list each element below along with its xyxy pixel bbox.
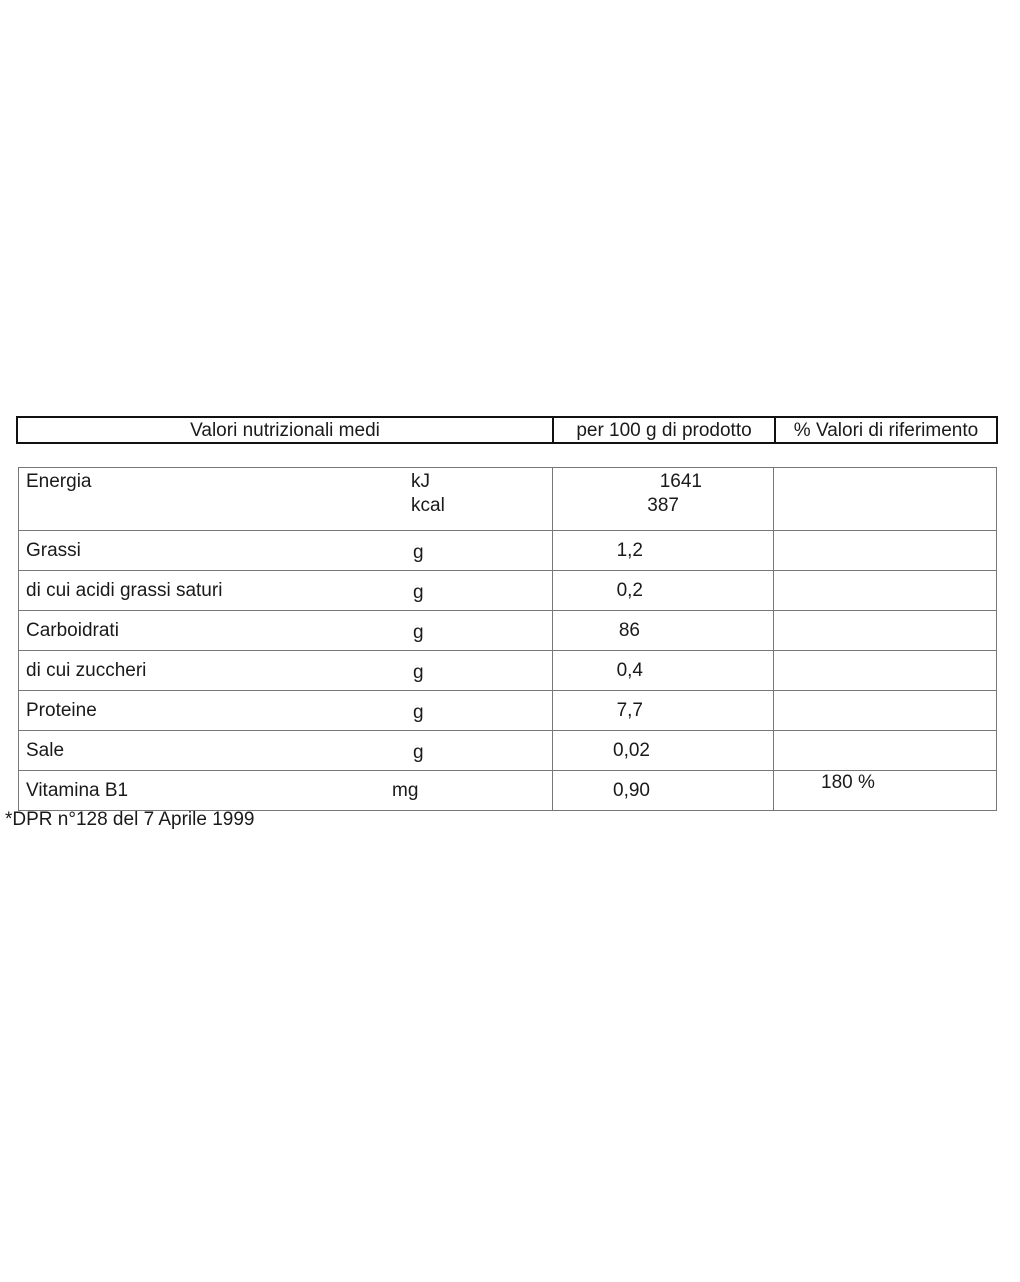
header-per-100g: per 100 g di prodotto: [554, 418, 776, 442]
nutrient-unit: kJ: [411, 471, 430, 492]
reference-cell: [774, 531, 996, 570]
value-cell: [553, 731, 774, 770]
nutrient-value: 1,2: [616, 540, 643, 561]
nutrient-name: Vitamina B1: [26, 780, 129, 801]
nutrient-unit: g: [413, 662, 424, 683]
value-cell: [553, 611, 774, 650]
table-row-carboidrati: [19, 610, 996, 650]
table-row-grassi: [19, 530, 996, 570]
nutrient-cell: [19, 731, 553, 770]
reference-cell: [774, 571, 996, 610]
nutrient-cell: [19, 468, 553, 530]
reference-cell: [774, 771, 996, 810]
table-row-zuccheri: [19, 650, 996, 690]
nutrient-cell: [19, 611, 553, 650]
nutrient-value: 0,4: [616, 660, 643, 681]
nutrient-cell: [19, 531, 553, 570]
nutrient-name: di cui zuccheri: [26, 660, 147, 681]
table-row-sale: [19, 730, 996, 770]
nutrient-name: Energia: [26, 471, 92, 492]
table-row-vitamina-b1: [19, 770, 996, 810]
nutrient-unit: g: [413, 622, 424, 643]
nutrient-cell: [19, 651, 553, 690]
table-row-energia: [19, 468, 996, 530]
nutrient-unit-secondary: kcal: [411, 495, 445, 516]
nutrient-name: Sale: [26, 740, 65, 761]
table-row-acidi-grassi-saturi: [19, 570, 996, 610]
nutrient-unit: g: [413, 582, 424, 603]
reference-value: 180 %: [821, 772, 875, 793]
nutrient-cell: [19, 691, 553, 730]
nutrient-name: Proteine: [26, 700, 97, 721]
nutrient-value: 0,2: [616, 580, 643, 601]
nutrient-name: Grassi: [26, 540, 81, 561]
header-reference-values: % Valori di riferimento: [793, 419, 979, 441]
nutrient-unit: mg: [392, 780, 419, 801]
reference-cell: [774, 468, 996, 530]
nutrient-value-secondary: 387: [647, 495, 679, 516]
nutrient-value: 86: [618, 620, 640, 641]
nutrient-unit: g: [413, 702, 424, 723]
value-cell: [553, 771, 774, 810]
value-cell: [553, 691, 774, 730]
value-cell: [553, 571, 774, 610]
header-nutritional-values: Valori nutrizionali medi: [18, 418, 554, 442]
reference-cell: [774, 731, 996, 770]
nutrient-unit: g: [413, 542, 424, 563]
nutrient-cell: [19, 571, 553, 610]
nutrition-header: [16, 416, 998, 444]
nutrient-value: 7,7: [616, 700, 643, 721]
reference-cell: [774, 691, 996, 730]
table-row-proteine: [19, 690, 996, 730]
nutrient-unit: g: [413, 742, 424, 763]
footnote: *DPR n°128 del 7 Aprile 1999: [5, 809, 255, 830]
value-cell: [553, 531, 774, 570]
nutrient-value: 0,90: [613, 780, 650, 801]
reference-cell: [774, 611, 996, 650]
reference-cell: [774, 651, 996, 690]
nutrient-value: 1641: [659, 471, 702, 492]
nutrient-name: di cui acidi grassi saturi: [26, 580, 223, 601]
nutrition-table: [18, 467, 997, 811]
nutrient-value: 0,02: [613, 740, 650, 761]
value-cell: [553, 651, 774, 690]
nutrient-cell: [19, 771, 553, 810]
nutrient-name: Carboidrati: [26, 620, 119, 641]
value-cell: [553, 468, 774, 530]
